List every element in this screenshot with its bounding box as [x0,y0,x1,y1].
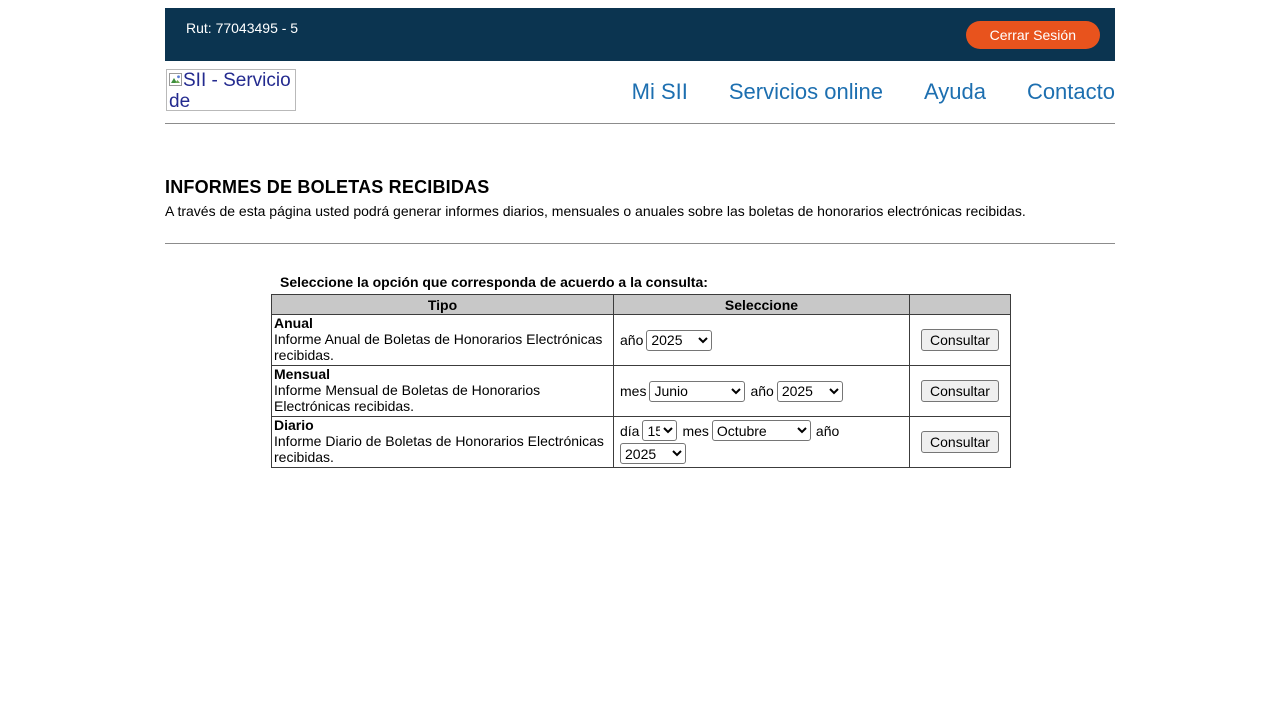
mensual-month-select[interactable] [649,381,745,402]
column-header-empty [910,295,1011,315]
diario-title: Diario [274,417,314,433]
mensual-type-cell [272,366,614,417]
selection-prompt: Seleccione la opción que corresponda de acuerdo a la consulta: [280,274,708,290]
session-topbar [165,8,1115,61]
logout-button[interactable]: Cerrar Sesión [966,21,1100,49]
mensual-select-cell [614,366,910,417]
page-subtitle: A través de esta página usted podrá generar informes diarios, mensuales o anuales sobre las boletas de honorarios electrónicas recibidas. [165,203,1026,219]
nav-contacto[interactable]: Contacto [1026,79,1115,104]
nav-ayuda[interactable]: Ayuda [923,79,986,104]
diario-day-label: día [620,422,640,439]
anual-year-label: año [620,332,644,348]
mensual-consultar-button[interactable]: Consultar [921,380,999,402]
diario-year-label: año [815,422,840,439]
diario-type-cell [272,417,614,468]
table-header-row [272,295,1011,315]
mensual-year-select[interactable] [777,381,843,402]
mensual-button-cell [910,366,1011,417]
diario-consultar-button[interactable]: Consultar [921,431,999,453]
rut-label: Rut: 77043495 - 5 [186,20,299,36]
table-row-anual [272,315,1011,366]
anual-select-cell [614,315,910,366]
page-title: INFORMES DE BOLETAS RECIBIDAS [165,177,490,197]
column-header-seleccione: Seleccione [614,295,910,315]
diario-controls-line1 [620,420,907,441]
anual-type-cell [272,315,614,366]
diario-controls-line2 [620,443,907,464]
mensual-description: Informe Mensual de Boletas de Honorarios Electrónicas recibidas. [274,382,541,414]
diario-description: Informe Diario de Boletas de Honorarios Electrónicas recibidas. [274,433,604,465]
report-options-table [271,294,1011,468]
page-container [165,8,1115,468]
anual-consultar-button[interactable]: Consultar [921,329,999,351]
nav-mi-sii[interactable]: Mi SII [631,79,688,104]
diario-day-select[interactable] [642,420,677,441]
mensual-year-label: año [750,383,774,399]
mensual-title: Mensual [274,366,331,382]
diario-year-select[interactable] [620,443,686,464]
logo-alt-text: SII - Servicio de [169,70,291,111]
diario-month-label: mes [682,422,709,439]
broken-image-icon [169,73,182,86]
mensual-month-label: mes [620,383,647,399]
divider [165,243,1115,244]
anual-button-cell [910,315,1011,366]
diario-button-cell [910,417,1011,468]
anual-description: Informe Anual de Boletas de Honorarios Electrónicas recibidas. [274,331,603,363]
diario-select-cell [614,417,910,468]
main-nav [632,79,1115,105]
sii-logo-broken-image[interactable] [166,69,296,111]
column-header-tipo: Tipo [272,295,614,315]
anual-year-select[interactable] [646,330,712,351]
site-header [165,61,1115,124]
diario-month-select[interactable] [712,420,811,441]
table-row-diario [272,417,1011,468]
nav-servicios-online[interactable]: Servicios online [728,79,883,104]
table-row-mensual [272,366,1011,417]
anual-title: Anual [274,315,313,331]
